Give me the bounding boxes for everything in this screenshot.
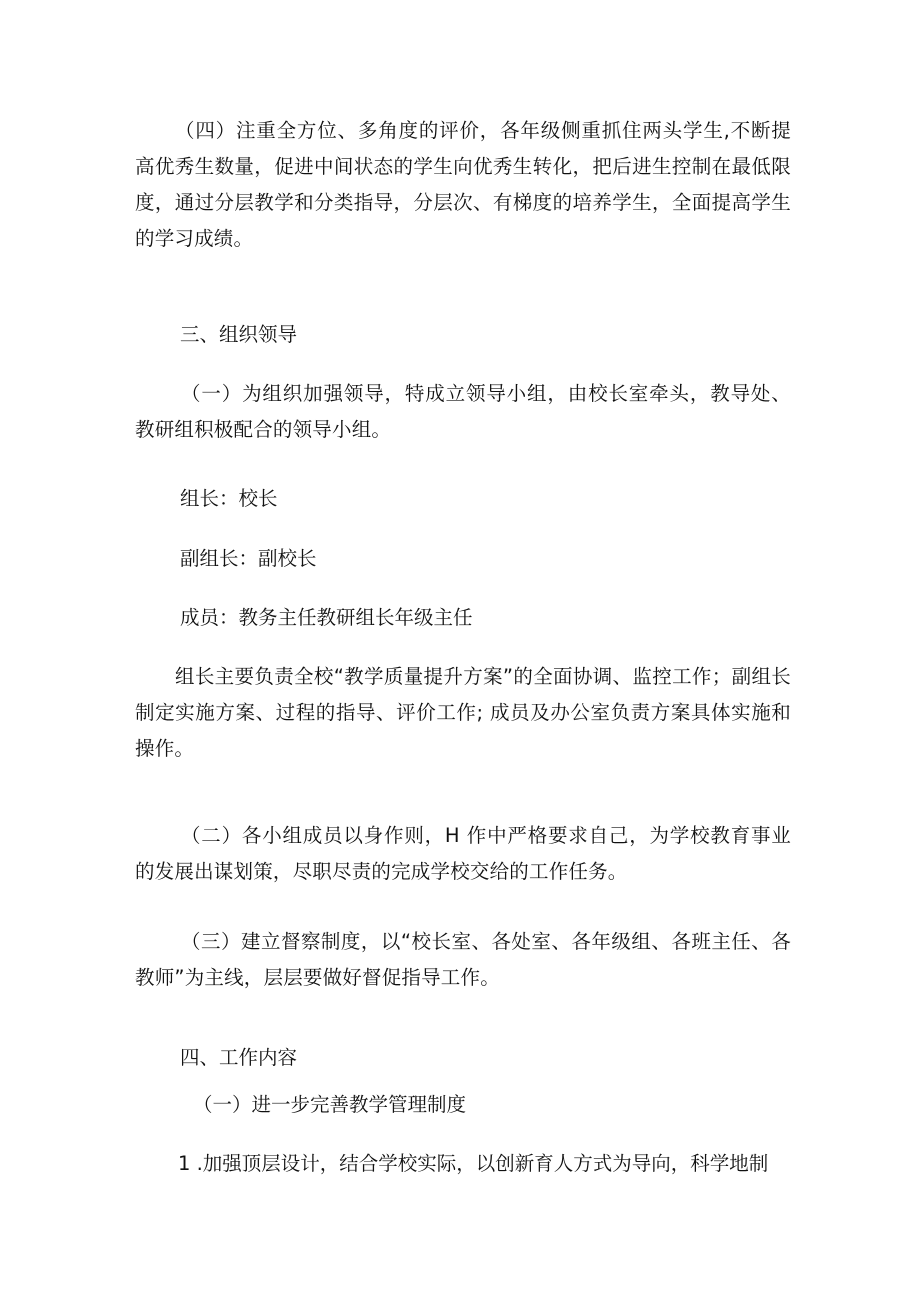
leader-line: 组长：校长 [180, 487, 278, 510]
numbered-item-1: 1 .加强顶层设计，结合学校实际，以创新育人方式为导向，科学地制 [178, 1152, 769, 1175]
paragraph-duties: 组长主要负责全校“教学质量提升方案”的全面协调、监控工作；副组长制定实施方案、过程的指导、评价工作; 成员及办公室负责方案具体实施和操作。 [135, 665, 791, 760]
section-heading-work-content: 四、工作内容 [180, 1046, 298, 1069]
paragraph-evaluation: （四）注重全方位、多角度的评价，各年级侧重抓住两头学生,不断提高优秀生数量，促进中间状态的学生向优秀生转化，把后进生控制在最低限度，通过分层教学和分类指导，分层次、有梯度的培养学生，全面提高学生的学习成绩。 [135, 119, 791, 250]
subheading-management-system: （一）进一步完善教学管理制度 [193, 1093, 467, 1116]
paragraph-supervision: （三）建立督察制度，以“校长室、各处室、各年级组、各班主任、各教师”为主线，层层要做好督促指导工作。 [135, 930, 791, 989]
paragraph-group-members: （二）各小组成员以身作则，H 作中严格要求自己，为学校教育事业的发展出谋划策，尽职尽责的完成学校交给的工作任务。 [135, 824, 791, 883]
section-heading-organization: 三、组织领导 [180, 323, 298, 346]
paragraph-leading-group: （一）为组织加强领导，特成立领导小组，由校长室牵头，教导处、教研组积极配合的领导小组。 [135, 382, 791, 441]
members-line: 成员：教务主任教研组长年级主任 [180, 606, 473, 629]
vice-leader-line: 副组长：副校长 [180, 547, 317, 570]
